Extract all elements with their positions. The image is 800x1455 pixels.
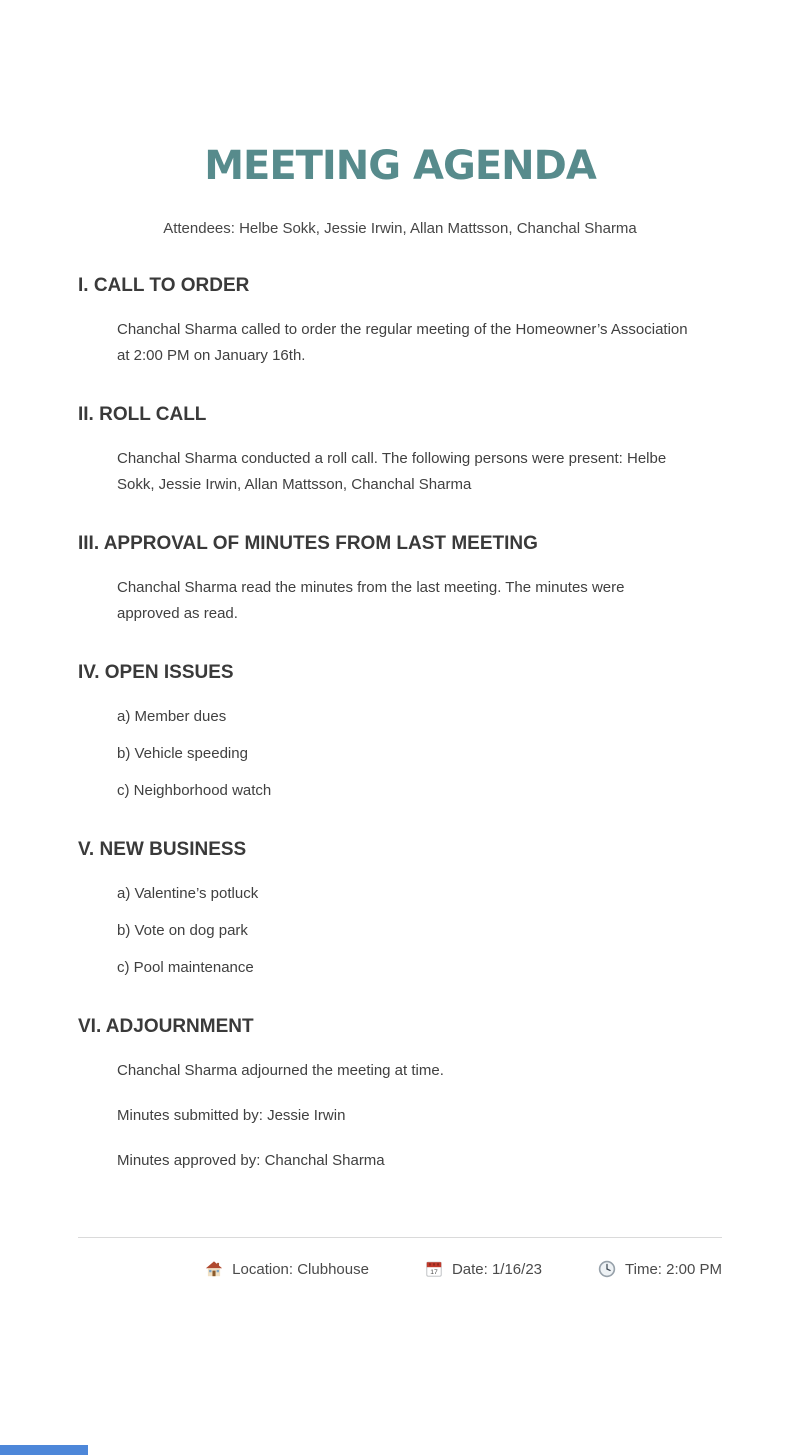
footer-time <box>598 1260 722 1278</box>
section-roll-call <box>78 404 722 498</box>
agenda-list-item: c) Pool maintenance <box>117 959 254 976</box>
document-header <box>0 0 800 237</box>
footer-divider <box>78 1237 722 1238</box>
house-icon <box>205 1260 223 1278</box>
section-paragraph: Chanchal Sharma conducted a roll call. The following persons were present: Helbe Sokk, Jessie Irwin, Allan Mattsson, Chanchal Sharma <box>117 450 667 493</box>
open-issues-list <box>78 704 722 804</box>
section-paragraph: Chanchal Sharma called to order the regular meeting of the Homeowner’s Association at 2:00 PM on January 16th. <box>117 321 688 364</box>
section-adjournment <box>78 1016 722 1174</box>
new-business-list <box>78 881 722 981</box>
clock-icon <box>598 1260 616 1278</box>
section-approval-of-minutes <box>78 533 722 627</box>
minutes-approved-line: Minutes approved by: Chanchal Sharma <box>117 1152 385 1169</box>
calendar-icon <box>425 1260 443 1278</box>
section-heading: IV. OPEN ISSUES <box>78 662 234 683</box>
section-open-issues <box>78 662 722 804</box>
agenda-list-item: a) Valentine’s potluck <box>117 885 259 902</box>
agenda-body <box>0 275 800 1174</box>
section-heading: II. ROLL CALL <box>78 404 207 425</box>
bottom-progress-bar <box>0 1445 88 1455</box>
section-heading: III. APPROVAL OF MINUTES FROM LAST MEETING <box>78 533 538 554</box>
section-heading: VI. ADJOURNMENT <box>78 1016 254 1037</box>
section-heading: I. CALL TO ORDER <box>78 275 250 296</box>
section-paragraph: Chanchal Sharma read the minutes from the last meeting. The minutes were approved as read. <box>117 579 625 622</box>
agenda-list-item: a) Member dues <box>117 708 227 725</box>
section-call-to-order <box>78 275 722 369</box>
minutes-submitted-line: Minutes submitted by: Jessie Irwin <box>117 1107 346 1124</box>
agenda-list-item: b) Vote on dog park <box>117 922 248 939</box>
footer-time-label: Time: 2:00 PM <box>625 1260 722 1278</box>
footer-location <box>205 1260 369 1278</box>
footer-date <box>425 1260 542 1278</box>
page-title: MEETING AGENDA <box>204 143 596 189</box>
section-paragraph: Chanchal Sharma adjourned the meeting at time. <box>117 1062 444 1079</box>
document-footer <box>0 1237 800 1278</box>
footer-date-label: Date: 1/16/23 <box>451 1260 543 1278</box>
agenda-list-item: b) Vehicle speeding <box>117 745 248 762</box>
section-new-business <box>78 839 722 981</box>
attendees-line: Attendees: Helbe Sokk, Jessie Irwin, Allan Mattsson, Chanchal Sharma <box>163 220 637 237</box>
footer-row <box>78 1260 722 1278</box>
section-heading: V. NEW BUSINESS <box>78 839 247 860</box>
svg-text:17: 17 <box>430 1269 438 1277</box>
agenda-list-item: c) Neighborhood watch <box>117 782 272 799</box>
footer-location-label: Location: Clubhouse <box>232 1260 369 1278</box>
